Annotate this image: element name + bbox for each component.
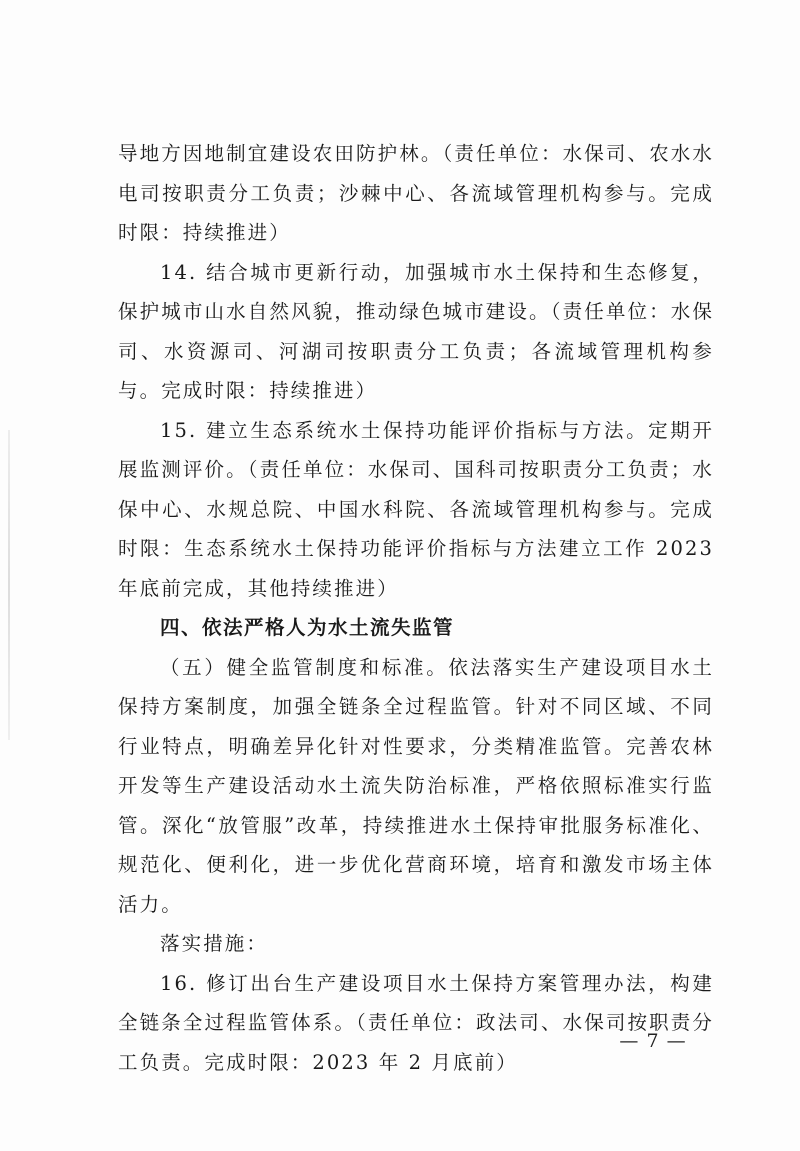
document-body [118, 134, 714, 1082]
paragraph-item-14: 14. 结合城市更新行动，加强城市水土保持和生态修复，保护城市山水自然风貌，推动绿色城市建设。（责任单位：水保司、水资源司、河湖司按职责分工负责；各流域管理机构参与。完成时限：持续推进） [118, 260, 714, 402]
paragraph-item-16: 16. 修订出台生产建设项目水土保持方案管理办法，构建全链条全过程监管体系。（责任单位：政法司、水保司按职责分工负责。完成时限：2023 年 2 月底前） [118, 971, 714, 1074]
paragraph-item-15: 15. 建立生态系统水土保持功能评价指标与方法。定期开展监测评价。（责任单位：水保司、国科司按职责分工负责；水保中心、水规总院、中国水科院、各流域管理机构参与。完成时限：生态系统水土保持功能评价指标与方法建立工作 2023 年底前完成，其他持续推进） [118, 418, 714, 600]
paragraph-section-5: （五）健全监管制度和标准。依法落实生产建设项目水土保持方案制度，加强全链条全过程监管。针对不同区域、不同行业特点，明确差异化针对性要求，分类精准监管。完善农林开发等生产建设活动水土流失防治标准，严格依照标准实行监管。深化“放管服”改革，持续推进水土保持审批服务标准化、规范化、便利化，进一步优化营商环境，培育和激发市场主体活力。 [118, 655, 714, 916]
paragraph-measures-label: 落实措施： [160, 932, 269, 955]
scan-edge-shadow [8, 430, 10, 740]
section-heading: 四、依法严格人为水土流失监管 [160, 616, 455, 639]
page-number: — 7 — [619, 1030, 687, 1052]
paragraph-continuation: 导地方因地制宜建设农田防护林。（责任单位：水保司、农水水电司按职责分工负责；沙棘中心、各流域管理机构参与。完成时限：持续推进） [118, 142, 714, 244]
